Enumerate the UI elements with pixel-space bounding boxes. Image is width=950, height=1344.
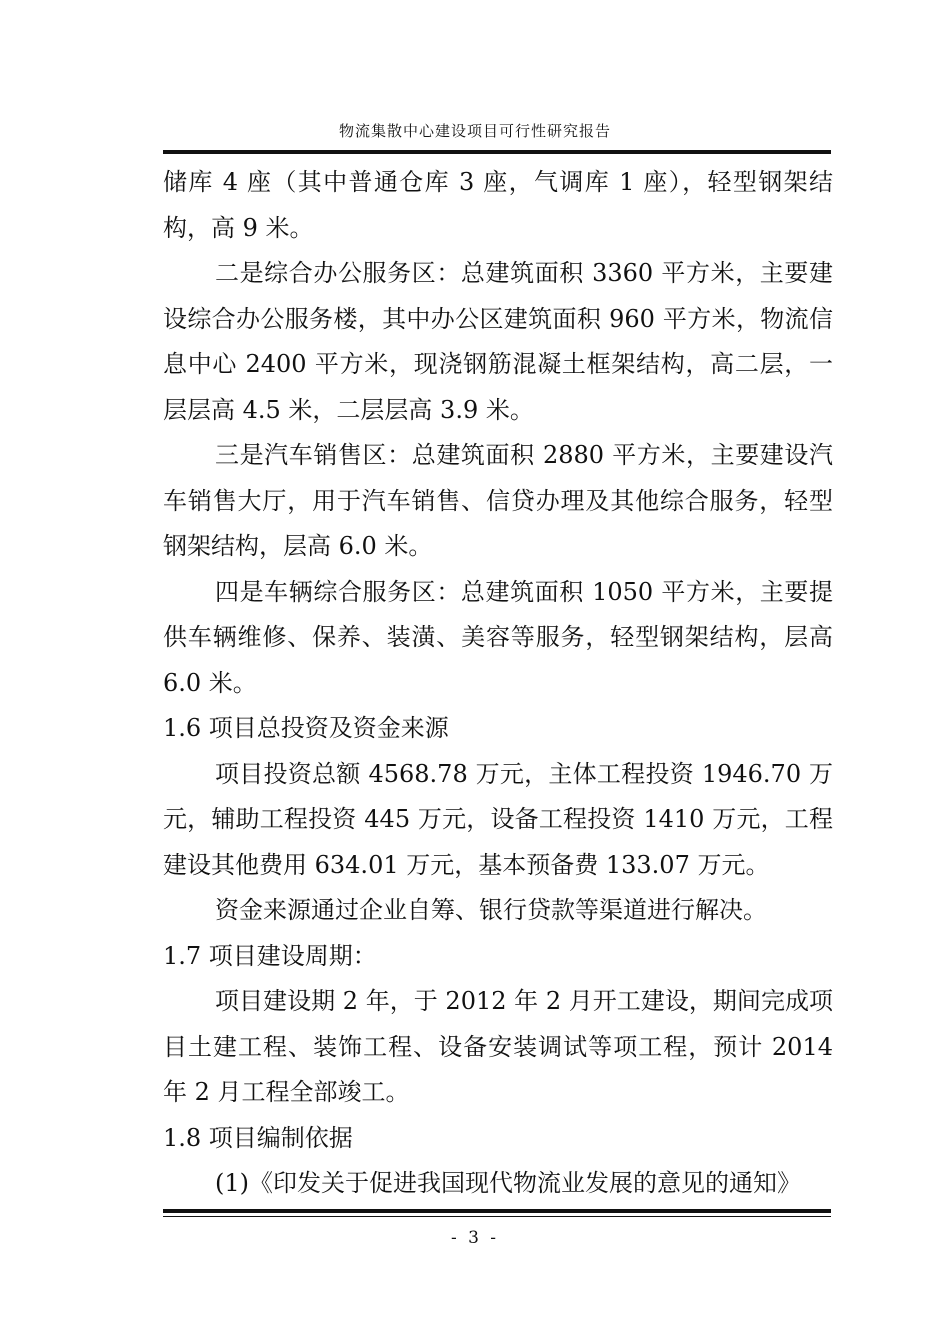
paragraph-4: 四是车辆综合服务区：总建筑面积 1050 平方米，主要提供车辆维修、保养、装潢、美容等服务，轻型钢架结构，层高 6.0 米。: [163, 577, 833, 697]
paragraph-2: 二是综合办公服务区：总建筑面积 3360 平方米，主要建设综合办公服务楼，其中办公区建筑面积 960 平方米，物流信息中心 2400 平方米，现浇钢筋混凝土框架结构，高二层，一层层高 4.5 米，二层层高 3.9 米。: [163, 259, 833, 424]
paragraph-funding: 资金来源通过企业自筹、银行贷款等渠道进行解决。: [215, 896, 767, 924]
section-heading-1-6: 1.6 项目总投资及资金来源: [163, 714, 449, 742]
running-header-title: 物流集散中心建设项目可行性研究报告: [338, 122, 611, 140]
section-heading-1-7: 1.7 项目建设周期：: [163, 941, 377, 970]
header-rule: [163, 150, 831, 154]
page-number: - 3 -: [450, 1228, 500, 1248]
section-heading-1-8: 1.8 项目编制依据: [163, 1123, 353, 1152]
footer-rule-thin: [163, 1216, 831, 1217]
paragraph-3: 三是汽车销售区：总建筑面积 2880 平方米，主要建设汽车销售大厅，用于汽车销售、信贷办理及其他综合服务，轻型钢架结构，层高 6.0 米。: [163, 441, 833, 560]
document-body: [163, 160, 833, 1207]
paragraph-schedule: 项目建设期 2 年，于 2012 年 2 月开工建设，期间完成项目土建工程、装饰工程、设备安装调试等项工程，预计 2014 年 2 月工程全部竣工。: [163, 987, 833, 1106]
footer-rule-thick: [163, 1209, 831, 1213]
paragraph-1: 储库 4 座（其中普通仓库 3 座，气调库 1 座），轻型钢架结构，高 9 米。: [163, 168, 833, 242]
paragraph-basis-1: (1)《印发关于促进我国现代物流业发展的意见的通知》: [215, 1169, 801, 1197]
paragraph-investment: 项目投资总额 4568.78 万元，主体工程投资 1946.70 万元，辅助工程投资 445 万元，设备工程投资 1410 万元，工程建设其他费用 634.01 万元，基本预备费 133.07 万元。: [163, 759, 833, 879]
